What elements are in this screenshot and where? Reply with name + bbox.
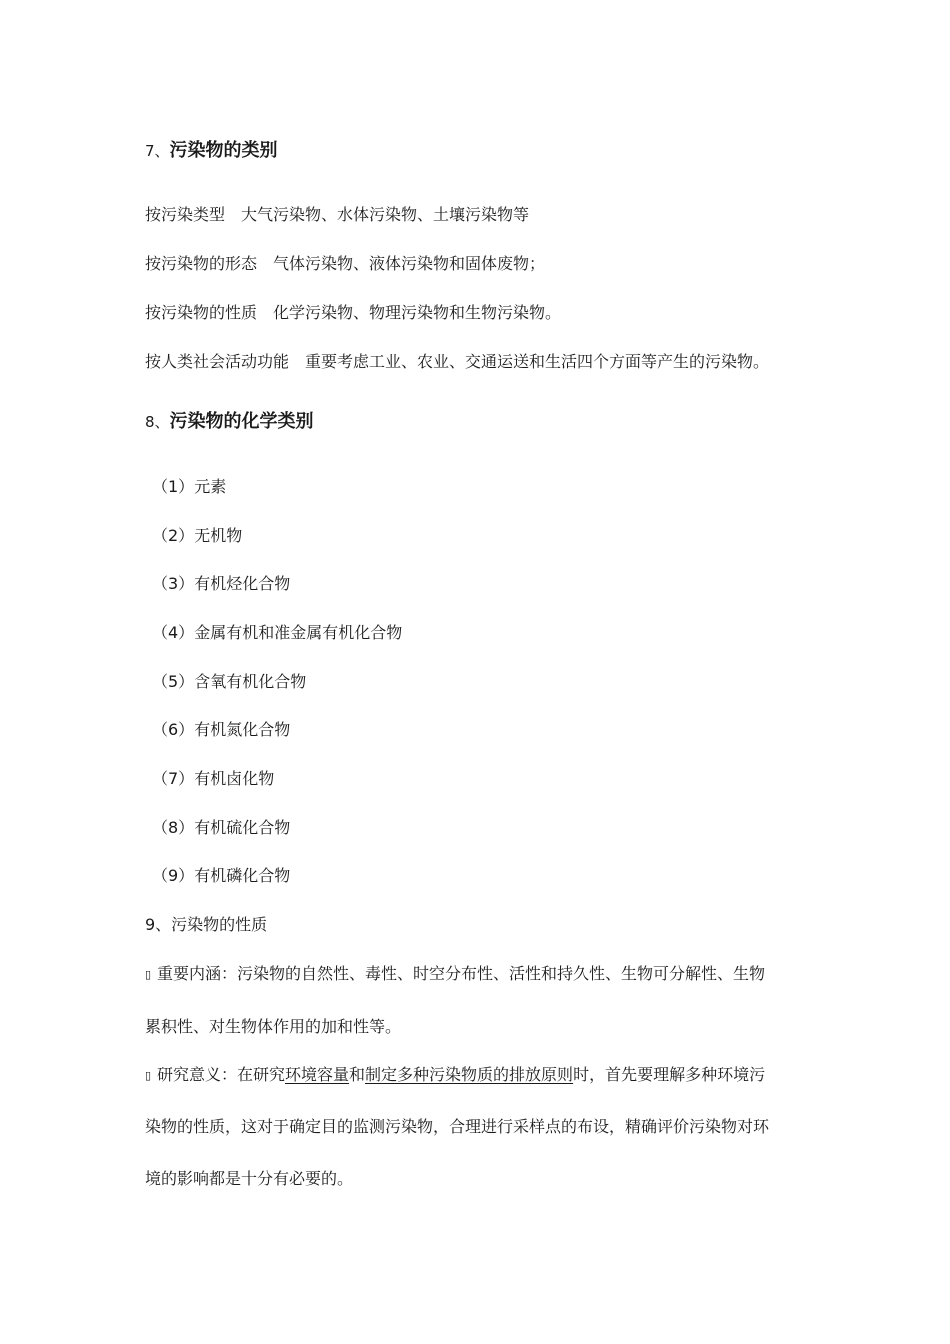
section-9-p1-line-1: ▯ 重要内涵：污染物的自然性、毒性、时空分布性、活性和持久性、生物可分解性、生物 [145,963,765,986]
item-number: （9） [152,866,195,885]
section-8-number: 8、 [145,413,170,431]
row-text: 气体污染物、液体污染物和固体废物； [273,254,546,273]
section-7-row-3 [145,302,561,324]
row-label: 按污染物的形态 [145,254,258,273]
list-item [152,622,402,644]
bullet-icon: ▯ [145,1069,152,1082]
list-item [152,525,242,547]
section-7-number: 7、 [145,142,170,160]
bullet-icon: ▯ [145,968,152,981]
row-text: 大气污染物、水体污染物、土壤污染物等 [241,205,530,224]
row-label: 按污染类型 [145,205,226,224]
item-text: 有机烃化合物 [194,574,291,593]
section-8-title: 污染物的化学类别 [169,411,314,432]
row-label: 按人类社会活动功能 [145,352,290,371]
section-7-row-4 [145,351,769,373]
row-label: 按污染物的性质 [145,303,258,322]
list-item [152,817,290,839]
item-text: 有机磷化合物 [194,866,291,885]
item-text: 金属有机和准金属有机化合物 [194,623,403,642]
list-item [152,671,306,693]
section-9-p1-line-2: 累积性、对生物体作用的加和性等。 [145,1017,402,1036]
section-7-heading [145,140,278,162]
section-9-p2-line-1: ▯ 研究意义：在研究环境容量和制定多种污染物质的排放原则时，首先要理解多种环境污 [145,1064,765,1087]
item-text: 有机氮化合物 [194,720,291,739]
row-text: 化学污染物、物理污染物和生物污染物。 [273,303,562,322]
item-number: （6） [152,720,195,739]
list-item [152,476,226,498]
list-item [152,719,290,741]
item-text: 元素 [194,477,227,496]
section-9-p2-line-2: 染物的性质，这对于确定目的监测污染物，合理进行采样点的布设，精确评价污染物对环 [145,1117,770,1136]
section-9-heading: 9、污染物的性质 [145,915,268,934]
item-text: 含氧有机化合物 [194,672,307,691]
list-item [152,573,290,595]
section-9-p2-line-3: 境的影响都是十分有必要的。 [145,1169,354,1188]
item-number: （7） [152,769,195,788]
section-8-heading [145,411,314,433]
item-number: （5） [152,672,195,691]
link-environmental-capacity[interactable]: 环境容量 [285,1065,350,1084]
item-number: （1） [152,477,195,496]
row-text: 重要考虑工业、农业、交通运送和生活四个方面等产生的污染物。 [305,352,770,371]
section-7-row-1 [145,204,529,226]
item-text: 无机物 [194,526,243,545]
item-number: （4） [152,623,195,642]
link-emission-principles[interactable]: 制定多种污染物质的排放原则 [365,1065,574,1084]
section-7-row-2 [145,253,545,275]
list-item [152,768,274,790]
item-text: 有机硫化合物 [194,818,291,837]
list-item [152,865,290,887]
item-number: （2） [152,526,195,545]
section-7-title: 污染物的类别 [169,140,278,161]
item-number: （3） [152,574,195,593]
item-number: （8） [152,818,195,837]
item-text: 有机卤化物 [194,769,275,788]
